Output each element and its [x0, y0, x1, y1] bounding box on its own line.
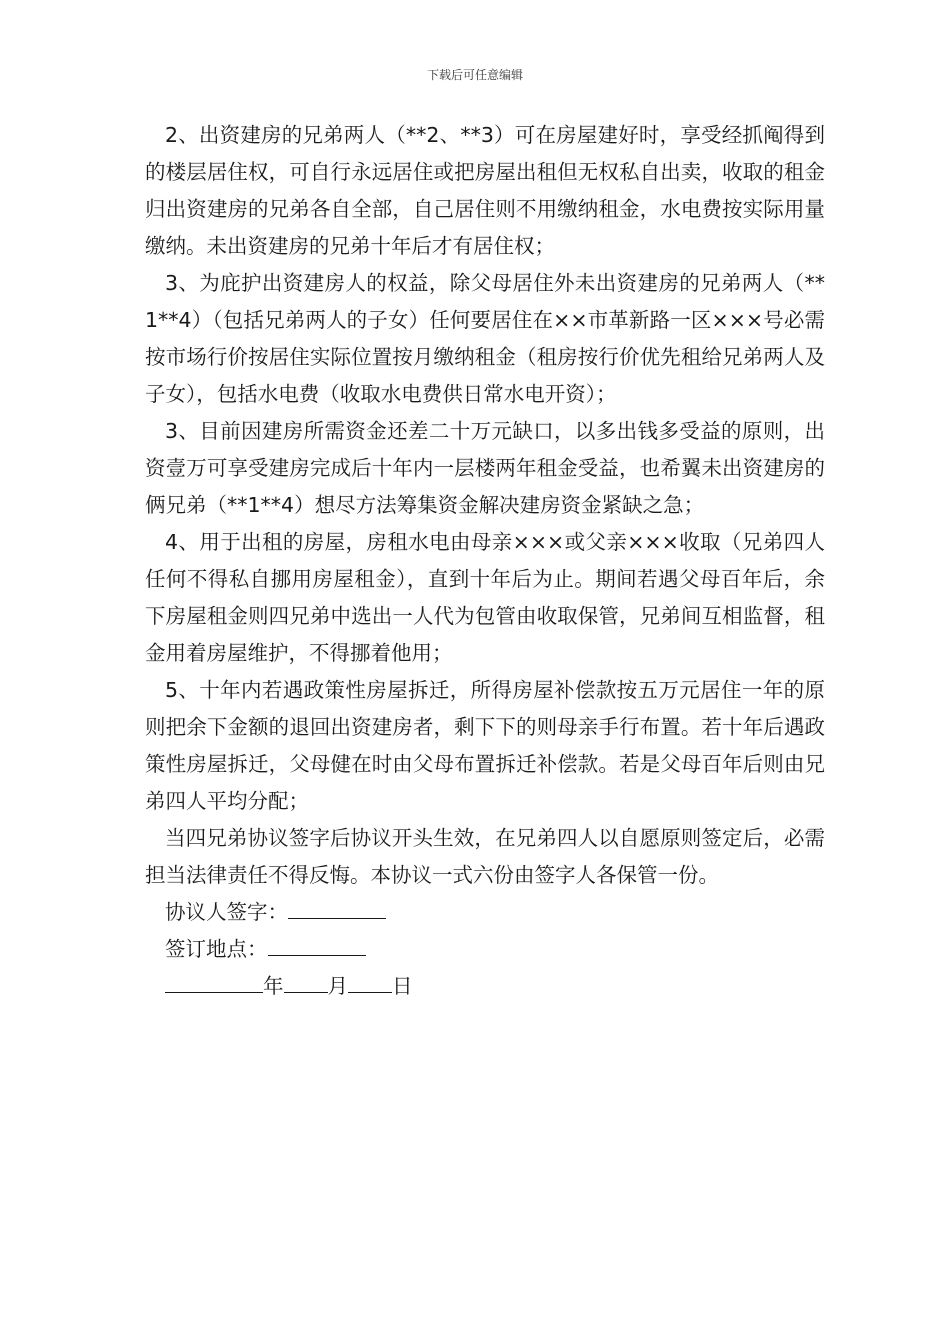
signer-line — [145, 894, 825, 931]
year-blank[interactable] — [165, 970, 263, 993]
month-blank[interactable] — [284, 970, 328, 993]
signer-blank[interactable] — [288, 896, 386, 919]
place-blank[interactable] — [268, 933, 366, 956]
clause-5: 5、十年内若遇政策性房屋拆迁，所得房屋补偿款按五万元居住一年的原则把余下金额的退回出资建房者，剩下下的则母亲手行布置。若十年后遇政策性房屋拆迁，父母健在时由父母布置拆迁补偿款。若是父母百年后则由兄弟四人平均分配； — [145, 678, 825, 813]
clause-3b: 3、目前因建房所需资金还差二十万元缺口，以多出钱多受益的原则，出资壹万可享受建房完成后十年内一层楼两年租金受益，也希翼未出资建房的俩兄弟（**1**4）想尽方法筹集资金解决建房资金紧缺之急； — [145, 419, 825, 517]
page-header: 下载后可任意编辑 — [426, 68, 523, 82]
document-body — [145, 117, 825, 1005]
place-line — [145, 931, 825, 968]
clause-2: 2、出资建房的兄弟两人（**2、**3）可在房屋建好时，享受经抓阄得到的楼层居住权，可自行永远居住或把房屋出租但无权私自出卖，收取的租金归出资建房的兄弟各自全部，自己居住则不用缴纳租金，水电费按实际用量缴纳。未出资建房的兄弟十年后才有居住权； — [145, 123, 825, 258]
place-label: 签订地点： — [165, 937, 268, 961]
signer-label: 协议人签字： — [165, 900, 288, 924]
clause-3a: 3、为庇护出资建房人的权益，除父母居住外未出资建房的兄弟两人（**1**4）（包括兄弟两人的子女）任何要居住在××市革新路一区×××号必需按市场行价按居住实际位置按月缴纳租金（租房按行价优先租给兄弟两人及子女），包括水电费（收取水电费供日常水电开资）； — [145, 271, 825, 406]
clause-4: 4、用于出租的房屋，房租水电由母亲×××或父亲×××收取（兄弟四人任何不得私自挪用房屋租金），直到十年后为止。期间若遇父母百年后，余下房屋租金则四兄弟中选出一人代为包管由收取保管，兄弟间互相监督，租金用着房屋维护，不得挪着他用； — [145, 530, 825, 665]
day-blank[interactable] — [348, 970, 392, 993]
year-label: 年 — [263, 974, 284, 998]
day-label: 日 — [392, 974, 413, 998]
month-label: 月 — [327, 974, 348, 998]
effective-clause: 当四兄弟协议签字后协议开头生效，在兄弟四人以自愿原则签定后，必需担当法律责任不得反悔。本协议一式六份由签字人各保管一份。 — [145, 826, 825, 887]
date-line — [145, 968, 825, 1005]
